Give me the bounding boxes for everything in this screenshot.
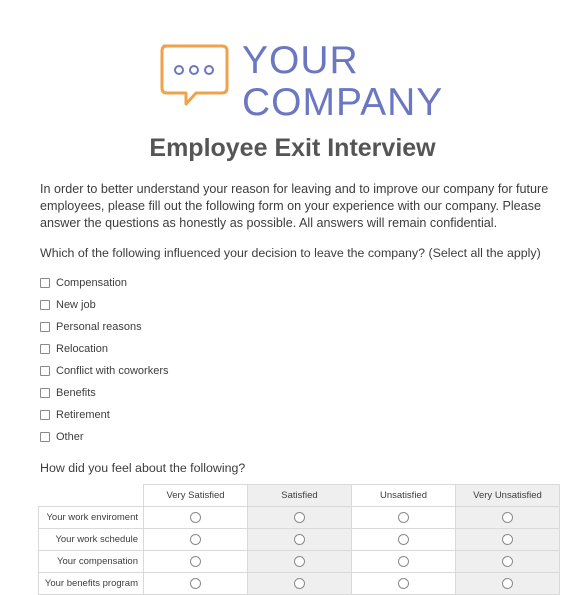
matrix-column-header: Very Unsatisfied: [456, 485, 560, 507]
matrix-cell: [352, 529, 456, 551]
company-logo: [158, 39, 448, 124]
satisfaction-radio[interactable]: [190, 512, 201, 523]
reason-option[interactable]: [40, 360, 168, 382]
satisfaction-radio[interactable]: [398, 534, 409, 545]
matrix-cell: [248, 529, 352, 551]
reason-option[interactable]: [40, 316, 168, 338]
satisfaction-matrix: [38, 484, 560, 595]
satisfaction-radio[interactable]: [294, 556, 305, 567]
satisfaction-radio[interactable]: [190, 578, 201, 589]
satisfaction-radio[interactable]: [502, 512, 513, 523]
reason-checkbox[interactable]: [40, 432, 50, 442]
question-2-label: How did you feel about the following?: [40, 461, 246, 475]
matrix-column-header: Satisfied: [248, 485, 352, 507]
logo-line-2: COMPANY: [242, 81, 444, 124]
matrix-row-label: Your benefits program: [39, 573, 144, 595]
logo-line-1: YOUR: [242, 39, 359, 82]
reason-option-label: Relocation: [56, 343, 108, 355]
page-title: Employee Exit Interview: [149, 134, 436, 162]
reason-checkbox[interactable]: [40, 410, 50, 420]
matrix-cell: [456, 529, 560, 551]
reason-option[interactable]: [40, 382, 168, 404]
reason-checkbox[interactable]: [40, 366, 50, 376]
satisfaction-radio[interactable]: [502, 534, 513, 545]
matrix-cell: [144, 551, 248, 573]
matrix-cell: [352, 551, 456, 573]
satisfaction-radio[interactable]: [502, 556, 513, 567]
reason-option-label: Conflict with coworkers: [56, 365, 169, 377]
reason-option-label: Other: [56, 431, 84, 443]
satisfaction-radio[interactable]: [190, 534, 201, 545]
reason-option[interactable]: [40, 404, 168, 426]
intro-text: In order to better understand your reason for leaving and to improve our company for future employees, please fill out the following form on your experience with our company. Please answer the questions as honestly as possible. All answers will remain confidential.: [40, 182, 549, 230]
matrix-cell: [352, 573, 456, 595]
matrix-cell: [144, 507, 248, 529]
matrix-cell: [248, 551, 352, 573]
matrix-row: [39, 507, 560, 529]
satisfaction-radio[interactable]: [398, 578, 409, 589]
satisfaction-radio[interactable]: [294, 512, 305, 523]
satisfaction-radio[interactable]: [398, 556, 409, 567]
matrix-row: [39, 551, 560, 573]
reason-option[interactable]: [40, 426, 168, 448]
reason-checkbox[interactable]: [40, 344, 50, 354]
matrix-cell: [144, 529, 248, 551]
matrix-cell: [144, 573, 248, 595]
matrix-cell: [456, 573, 560, 595]
matrix-row: [39, 529, 560, 551]
matrix-row: [39, 573, 560, 595]
reason-checkbox-list: [40, 272, 168, 448]
matrix-cell: [248, 573, 352, 595]
reason-option[interactable]: [40, 294, 168, 316]
speech-bubble-icon: [158, 42, 230, 114]
reason-option-label: New job: [56, 299, 96, 311]
matrix-row-label: Your work schedule: [39, 529, 144, 551]
satisfaction-radio[interactable]: [398, 512, 409, 523]
reason-option-label: Benefits: [56, 387, 96, 399]
matrix-row-label: Your work enviroment: [39, 507, 144, 529]
matrix-cell: [456, 507, 560, 529]
reason-option[interactable]: [40, 272, 168, 294]
reason-checkbox[interactable]: [40, 300, 50, 310]
reason-checkbox[interactable]: [40, 278, 50, 288]
matrix-row-label: Your compensation: [39, 551, 144, 573]
reason-checkbox[interactable]: [40, 322, 50, 332]
matrix-cell: [456, 551, 560, 573]
satisfaction-radio[interactable]: [502, 578, 513, 589]
matrix-cell: [352, 507, 456, 529]
reason-option-label: Personal reasons: [56, 321, 142, 333]
reason-checkbox[interactable]: [40, 388, 50, 398]
reason-option[interactable]: [40, 338, 168, 360]
logo-text: [242, 40, 443, 124]
matrix-column-header: Unsatisfied: [352, 485, 456, 507]
satisfaction-radio[interactable]: [294, 578, 305, 589]
matrix-column-header: Very Satisfied: [144, 485, 248, 507]
satisfaction-radio[interactable]: [294, 534, 305, 545]
reason-option-label: Compensation: [56, 277, 127, 289]
question-1-label: Which of the following influenced your decision to leave the company? (Select all the apply): [40, 246, 541, 260]
matrix-corner: [39, 485, 144, 507]
reason-option-label: Retirement: [56, 409, 110, 421]
satisfaction-radio[interactable]: [190, 556, 201, 567]
matrix-cell: [248, 507, 352, 529]
